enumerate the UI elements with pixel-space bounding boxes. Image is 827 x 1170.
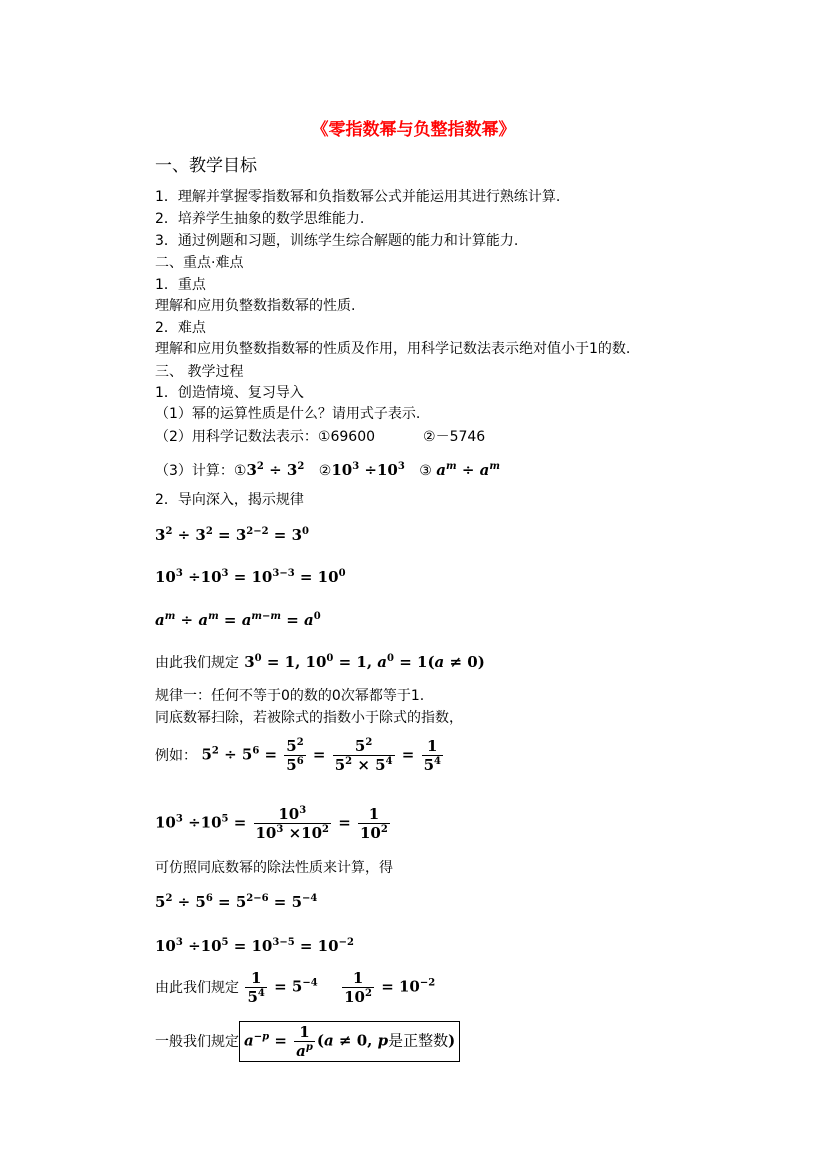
rule-zero-exponent-formula: $3^0 = 1$, $10^0 = 1$, $a^0 = 1(a \ne 0)$ [239, 653, 485, 671]
question-3-c-expr: $a^m \div a^m$ [436, 461, 500, 479]
example-prefix: 例如： [155, 747, 197, 764]
law-one: 规律一：任何不等于0的数的0次幂都等于1. [155, 688, 425, 704]
difficulty-text: 理解和应用负整数指数幂的性质及作用，用科学记数法表示绝对值小于1的数. [155, 341, 631, 357]
question-3 [155, 462, 500, 479]
formula-a-power-division: $a^m \div a^m = a^{m-m} = a^0$ [155, 611, 321, 629]
difficulty-label: 2．难点 [155, 320, 206, 336]
question-2-b: ②－5746 [423, 429, 486, 445]
question-1: （1）幂的运算性质是什么？请用式子表示. [155, 406, 421, 422]
rule2-prefix: 由此我们规定 [155, 979, 239, 996]
question-3-b-expr: $10^3 \div 10^3$ [331, 461, 405, 479]
step-2-heading: 2．导向深入，揭示规律 [155, 492, 304, 508]
question-2 [155, 429, 485, 445]
formula-10-negative-exponent: $10^3 \div 10^5 = 10^{3-5} = 10^{-2}$ [155, 937, 354, 955]
formula-10-power-division: $10^3 \div 10^3 = 10^{3-3} = 10^0$ [155, 568, 346, 586]
section-heading-process: 三、 教学过程 [155, 364, 244, 380]
rule-zero-exponent [155, 654, 485, 671]
objective-1: 1．理解并掌握零指数幂和负指数幂公式并能运用其进行熟练计算. [155, 189, 561, 205]
keypoint-text: 理解和应用负整数指数幂的性质. [155, 298, 356, 314]
same-base-text: 同底数幂扫除，若被除式的指数小于除式的指数， [155, 710, 463, 726]
question-3-b-label: ② [318, 463, 332, 479]
objective-3: 3．通过例题和习题，训练学生综合解题的能力和计算能力. [155, 233, 519, 249]
question-3-c-label: ③ [419, 463, 432, 479]
general-rule-box: $a^{-p}$ = $\frac{1}{a^p}$ (a ≠ 0, p是正整数) [239, 1021, 460, 1062]
general-condition: 是正整数 [388, 1031, 449, 1050]
example-5-power [155, 738, 445, 773]
example-10-power [155, 806, 392, 841]
question-2-prefix: （2）用科学记数法表示： [155, 429, 318, 445]
example-5-power-formula: $5^2 \div 5^6$ = $\frac{5^2}{5^6}$ = $\frac{5^2}{5^2 \times 5^4}$ = $\frac{1}{5^4}$ [201, 737, 441, 774]
section-heading-objectives: 一、教学目标 [155, 156, 257, 176]
keypoint-label: 1．重点 [155, 277, 206, 293]
step-1-heading: 1．创造情境、复习导入 [155, 385, 304, 401]
question-3-prefix: （3）计算： [155, 463, 234, 479]
rule-negative-examples-formula: $\frac{1}{5^4}$ = $5^{-4}$ $\frac{1}{10^2}$ = $10^{-2}$ [247, 969, 436, 1006]
question-3-a-label: ① [233, 463, 247, 479]
objective-2: 2．培养学生抽象的数学思维能力. [155, 211, 365, 227]
example-10-power-formula: $10^3 \div 10^5$ = $\frac{10^3}{10^3 \times 10^2}$ = $\frac{1}{10^2}$ [155, 805, 388, 842]
question-3-a-expr: $3^2 \div 3^2$ [246, 461, 305, 479]
rule-prefix: 由此我们规定 [155, 655, 239, 671]
page-title: 《零指数幂与负整指数幂》 [311, 120, 516, 140]
section-heading-keypoints: 二、重点·难点 [155, 255, 244, 271]
formula-3-power-division: $3^2 \div 3^2 = 3^{2-2} = 3^0$ [155, 526, 309, 544]
general-rule [155, 1021, 460, 1062]
rule-negative-examples [155, 970, 435, 1005]
question-2-a: ①69600 [317, 429, 376, 445]
imitate-text: 可仿照同底数幂的除法性质来计算，得 [155, 860, 393, 876]
general-prefix: 一般我们规定 [155, 1033, 239, 1050]
formula-5-negative-exponent: $5^2 \div 5^6 = 5^{2-6} = 5^{-4}$ [155, 893, 318, 911]
